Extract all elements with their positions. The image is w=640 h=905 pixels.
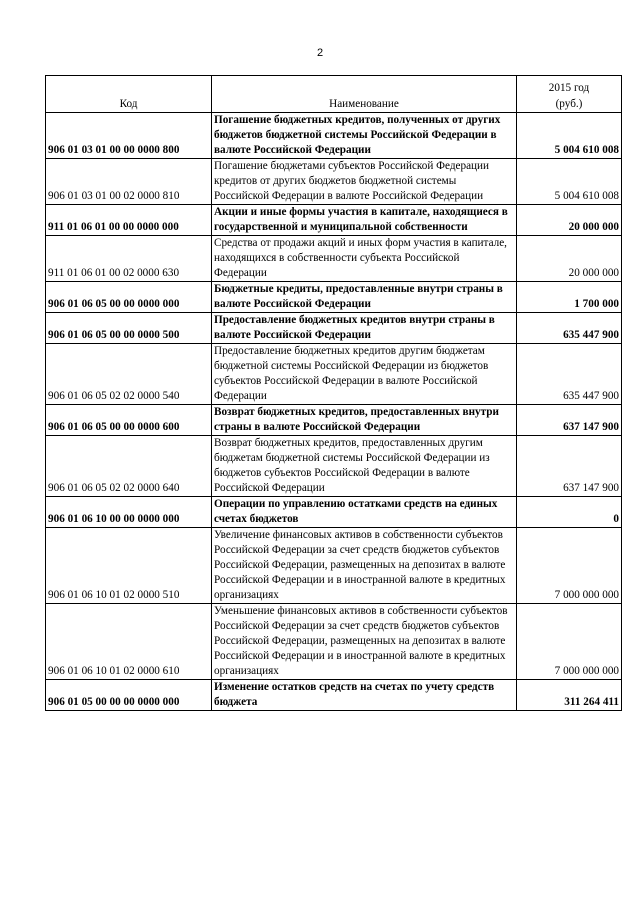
row-name: Изменение остатков средств на счетах по учету средств бюджета [212,680,517,711]
row-amount: 637 147 900 [517,405,622,436]
row-amount: 1 700 000 [517,282,622,313]
row-code: 906 01 03 01 00 00 0000 800 [46,113,212,159]
table-row [46,344,622,405]
header-year: 2015 год [548,82,590,94]
row-name: Погашение бюджетами субъектов Российской Федерации кредитов от других бюджетов бюджетной системы Российской Федерации в валюте Российской Федерации [212,159,517,205]
table-row [46,528,622,604]
table-row [46,497,622,528]
row-amount: 20 000 000 [517,236,622,282]
header-name: Наименование [212,76,517,113]
row-amount: 7 000 000 000 [517,528,622,604]
row-amount: 0 [517,497,622,528]
table-row [46,236,622,282]
table-row [46,405,622,436]
table-row [46,313,622,344]
page-number: 2 [316,47,324,59]
row-name: Погашение бюджетных кредитов, полученных от других бюджетов бюджетной системы Российской Федерации в валюте Российской Федерации [212,113,517,159]
table-row [46,282,622,313]
row-code: 906 01 03 01 00 02 0000 810 [46,159,212,205]
row-name: Бюджетные кредиты, предоставленные внутри страны в валюте Российской Федерации [212,282,517,313]
row-name: Возврат бюджетных кредитов, предоставленных внутри страны в валюте Российской Федерации [212,405,517,436]
row-code: 906 01 06 05 00 00 0000 500 [46,313,212,344]
row-name: Предоставление бюджетных кредитов другим бюджетам бюджетной системы Российской Федерации из бюджетов субъектов Российской Федерации в валюте Российской Федерации [212,344,517,405]
row-code: 906 01 05 00 00 00 0000 000 [46,680,212,711]
row-amount: 7 000 000 000 [517,604,622,680]
header-unit: (руб.) [555,98,583,110]
row-name: Акции и иные формы участия в капитале, находящиеся в государственной и муниципальной собственности [212,205,517,236]
budget-sources-table [45,75,622,711]
table-row [46,436,622,497]
table-row [46,680,622,711]
row-code: 911 01 06 01 00 00 0000 000 [46,205,212,236]
row-name: Возврат бюджетных кредитов, предоставленных другим бюджетам бюджетной системы Российской Федерации из бюджетов субъектов Российской Федерации в валюте Российской Федерации [212,436,517,497]
table-row [46,604,622,680]
row-amount: 311 264 411 [517,680,622,711]
row-code: 906 01 06 05 00 00 0000 600 [46,405,212,436]
header-amount [517,76,622,113]
row-code: 911 01 06 01 00 02 0000 630 [46,236,212,282]
table-header-row [46,76,622,113]
row-name: Средства от продажи акций и иных форм участия в капитале, находящихся в собственности субъекта Российской Федерации [212,236,517,282]
row-name: Операции по управлению остатками средств на единых счетах бюджетов [212,497,517,528]
row-code: 906 01 06 10 01 02 0000 510 [46,528,212,604]
row-name: Предоставление бюджетных кредитов внутри страны в валюте Российской Федерации [212,313,517,344]
row-amount: 20 000 000 [517,205,622,236]
row-code: 906 01 06 10 01 02 0000 610 [46,604,212,680]
row-name: Уменьшение финансовых активов в собственности субъектов Российской Федерации за счет средств бюджетов субъектов Российской Федерации, размещенных на депозитах в валюте Российской Федерации и в иностранной валюте в кредитных организациях [212,604,517,680]
row-amount: 5 004 610 008 [517,113,622,159]
table-row [46,113,622,159]
table-row [46,159,622,205]
row-code: 906 01 06 05 02 02 0000 540 [46,344,212,405]
row-amount: 637 147 900 [517,436,622,497]
row-amount: 5 004 610 008 [517,159,622,205]
table-row [46,205,622,236]
row-code: 906 01 06 05 00 00 0000 000 [46,282,212,313]
row-amount: 635 447 900 [517,313,622,344]
row-code: 906 01 06 05 02 02 0000 640 [46,436,212,497]
row-code: 906 01 06 10 00 00 0000 000 [46,497,212,528]
header-code: Код [46,76,212,113]
row-amount: 635 447 900 [517,344,622,405]
row-name: Увеличение финансовых активов в собственности субъектов Российской Федерации за счет средств бюджетов субъектов Российской Федерации, размещенных на депозитах в валюте Российской Федерации и в иностранной валюте в кредитных организациях [212,528,517,604]
